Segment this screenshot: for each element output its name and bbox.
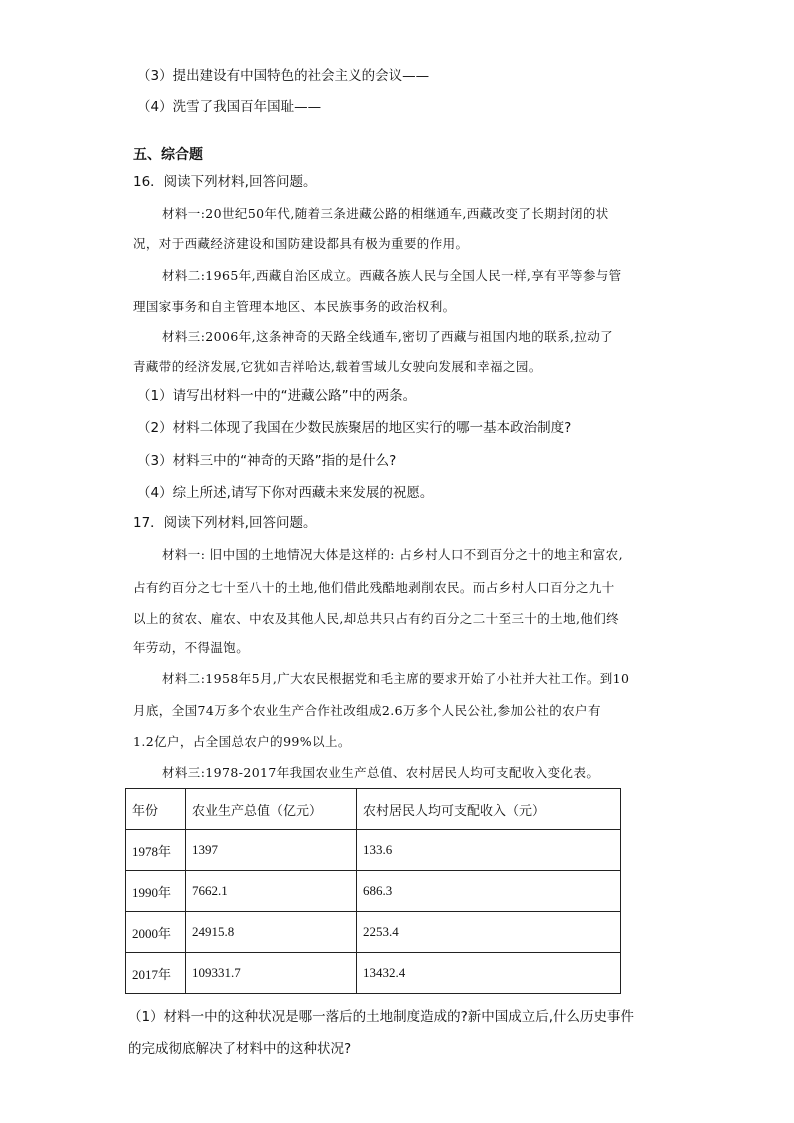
- table-row: [126, 871, 621, 912]
- q16-material-2-line1: 材料二:1965年,西藏自治区成立。西藏各族人民与全国人民一样,享有平等参与管: [162, 268, 622, 283]
- q16-stem: 16．阅读下列材料,回答问题。: [133, 174, 317, 190]
- q15-item-4: （4）洗雪了我国百年国耻——: [137, 99, 322, 115]
- q17-material-1-line3: 以上的贫农、雇农、中农及其他人民,却总共只占有约百分之二十至三十的土地,他们终: [133, 611, 620, 626]
- q17-material-1-line2: 占有约百分之七十至八十的土地,他们借此残酷地剥削农民。而占乡村人口百分之九十: [133, 580, 615, 595]
- table-cell: 24915.8: [186, 912, 357, 953]
- table-cell: 133.6: [357, 830, 621, 871]
- table-cell: 13432.4: [357, 953, 621, 994]
- q17-material-1-line1: 材料一: 旧中国的土地情况大体是这样的: 占乡村人口不到百分之十的地主和富农,: [162, 547, 623, 562]
- table-cell: 2000年: [126, 912, 186, 953]
- q17-material-3-caption: 材料三:1978-2017年我国农业生产总值、农村居民人均可支配收入变化表。: [162, 765, 600, 780]
- table-cell: 109331.7: [186, 953, 357, 994]
- table-cell: 2017年: [126, 953, 186, 994]
- q16-material-3-line2: 青藏带的经济发展,它犹如吉祥哈达,载着雪域儿女驶向发展和幸福之园。: [133, 359, 542, 374]
- section-heading: 五、综合题: [133, 147, 203, 163]
- table-header-cell: 农村居民人均可支配收入（元）: [357, 789, 621, 830]
- q16-material-3-line1: 材料三:2006年,这条神奇的天路全线通车,密切了西藏与祖国内地的联系,拉动了: [162, 329, 614, 344]
- table-cell: 1990年: [126, 871, 186, 912]
- table-header-cell: 农业生产总值（亿元）: [186, 789, 357, 830]
- table-cell: 1978年: [126, 830, 186, 871]
- table-cell: 2253.4: [357, 912, 621, 953]
- q17-material-1-line4: 年劳动，不得温饱。: [133, 640, 250, 655]
- q16-sub-2: （2）材料二体现了我国在少数民族聚居的地区实行的哪一基本政治制度?: [137, 420, 572, 436]
- q17-material-2-line1: 材料二:1958年5月,广大农民根据党和毛主席的要求开始了小社并大社工作。到10: [162, 671, 630, 686]
- q16-sub-1: （1）请写出材料一中的“进藏公路”中的两条。: [137, 388, 417, 404]
- table-header-row: [126, 789, 621, 830]
- table-row: [126, 830, 621, 871]
- data-table: [125, 788, 621, 994]
- q16-sub-4: （4）综上所述,请写下你对西藏未来发展的祝愿。: [137, 485, 434, 501]
- table-cell: 686.3: [357, 871, 621, 912]
- q17-sub-1-line2: 的完成彻底解决了材料中的这种状况?: [128, 1041, 352, 1057]
- q17-material-2-line2: 月底，全国74万多个农业生产合作社改组成2.6万多个人民公社,参加公社的农户有: [133, 703, 601, 718]
- q17-material-2-line3: 1.2亿户，占全国总农户的99%以上。: [133, 734, 351, 749]
- table-cell: 7662.1: [186, 871, 357, 912]
- table-row: [126, 912, 621, 953]
- q17-sub-1-line1: （1）材料一中的这种状况是哪一落后的土地制度造成的?新中国成立后,什么历史事件: [128, 1009, 635, 1025]
- table-cell: 1397: [186, 830, 357, 871]
- q16-material-1-line1: 材料一:20世纪50年代,随着三条进藏公路的相继通车,西藏改变了长期封闭的状: [162, 206, 609, 221]
- table-header-cell: 年份: [126, 789, 186, 830]
- q17-stem: 17．阅读下列材料,回答问题。: [133, 515, 317, 531]
- table-row: [126, 953, 621, 994]
- q16-material-2-line2: 理国家事务和自主管理本地区、本民族事务的政治权利。: [133, 299, 456, 314]
- q16-sub-3: （3）材料三中的“神奇的天路”指的是什么?: [137, 453, 397, 469]
- q15-item-3: （3）提出建设有中国特色的社会主义的会议——: [137, 68, 430, 84]
- q16-material-1-line2: 况，对于西藏经济建设和国防建设都具有极为重要的作用。: [133, 236, 469, 251]
